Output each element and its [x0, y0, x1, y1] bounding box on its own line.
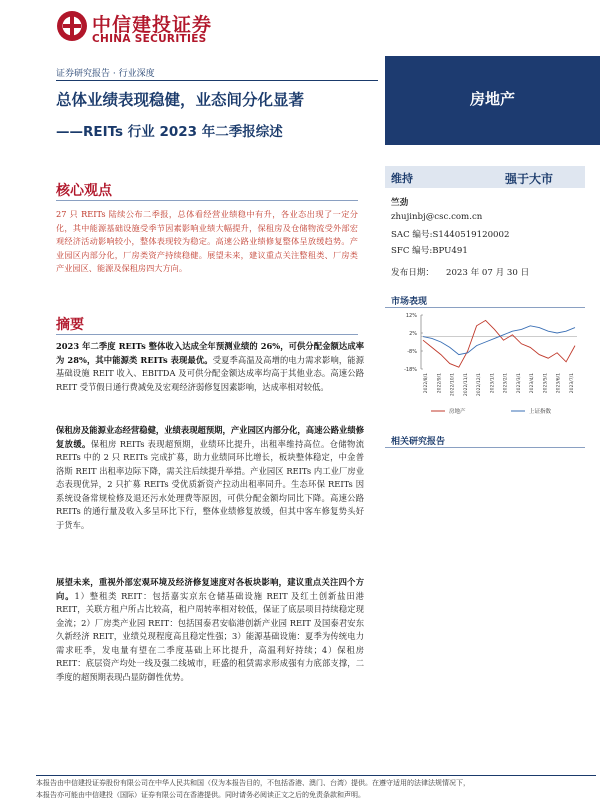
analyst-email: zhujinbj@csc.com.cn	[391, 212, 483, 222]
summary-p3-bold: 展望未来，重视外部宏观环境及经济修复速度对各板块影响，建议重点关注四个方向。	[56, 577, 364, 601]
market-heading: 市场表现	[391, 297, 428, 307]
legend-label-1: 上证指数	[529, 409, 552, 415]
report-subtitle: ——REITs 行业 2023 年二季报综述	[56, 124, 283, 140]
footer-disclaimer-2: 本报告亦可能由中信建投（国际）证券有限公司在香港提供。同时请务必阅读正文之后的免责条款和声明。	[36, 791, 365, 799]
summary-heading: 摘要	[56, 317, 84, 333]
series-line-0	[423, 320, 575, 367]
summary-paragraph-1	[56, 340, 364, 394]
x-tick-label: 2023/4/1	[530, 373, 536, 394]
report-type: 证券研究报告 · 行业深度	[56, 69, 155, 79]
rating-value: 强于大市	[505, 172, 554, 186]
x-tick-label: 2022/10/1	[450, 373, 456, 397]
x-tick-label: 2023/3/1	[516, 373, 522, 394]
report-title: 总体业绩表现稳健，业态间分化显著	[56, 91, 305, 109]
summary-p3-rest: 1）整租类 REIT：包括嘉实京东仓储基础设施 REIT 及红土创新盐田港 REIT，关联方租户所占比较高，租户周转率相对较低，保证了底层项目持续稳定现金流；2）厂房类产业园 REIT：包括国泰君安临港创新产业园 REIT 及国泰君安东久新经济 REIT，业绩兑现程度高且稳定性强；3）能源基础设施：夏季为传统电力需求旺季，发电量有望在二季度基础上环比提升，高温利好持续；4）保租房 REIT：底层资产均处一线及强二线城市，旺盛的租赁需求形成强有力底部支撑，二季度的超预期表现凸显防御性优势。	[56, 590, 364, 682]
core-divider	[56, 200, 358, 201]
x-tick-label: 2022/12/1	[477, 373, 483, 397]
market-chart	[391, 307, 585, 425]
summary-paragraph-2	[56, 424, 364, 532]
legend-label-0: 房地产	[449, 409, 466, 415]
series-line-1	[423, 326, 575, 355]
sector-label: 房地产	[469, 90, 515, 108]
x-tick-label: 2022/11/1	[463, 373, 469, 397]
analyst-name: 竺劲	[391, 198, 409, 208]
y-tick-label: -18%	[404, 367, 417, 373]
rating-box	[385, 166, 585, 188]
x-tick-label: 2022/9/1	[437, 373, 443, 394]
x-tick-label: 2023/2/1	[503, 373, 509, 394]
core-text: 27 只 REITs 陆续公布二季报，总体看经营业绩稳中有升，各业态出现了一定分化，其中能源基础设施受季节因素影响业绩大幅提升，保租房及仓储物流受外部宏观经济活动影响较小，整体表现较为稳定。高速公路业绩修复整体呈放缓趋势。产业园区内部分化，厂房类资产持续稳健。展望未来，建议重点关注整租类、厂房类产业园区、能源及保租房四大方向。	[56, 209, 358, 273]
analyst-sfc: SFC 编号:BPU491	[391, 246, 468, 256]
summary-divider	[56, 334, 358, 335]
y-tick-label: 2%	[409, 331, 417, 337]
rating-action: 维持	[391, 172, 413, 185]
analyst-sac: SAC 编号:S1440519120002	[391, 230, 510, 240]
x-tick-label: 2023/5/1	[543, 373, 549, 394]
x-tick-label: 2022/8/1	[424, 373, 429, 394]
company-name-en: CHINA SECURITIES	[92, 33, 207, 45]
summary-p2-rest: 保租房 REITs 表现超预期，业绩环比提升，出租率维持高位。仓储物流 REITs 中的 2 只 REITs 完成扩募，助力业绩同环比增长，板块整体稳定，中金普洛斯 REIT 出租率边际下降，需关注后续提升举措。产业园区 REITs 内工业厂房业态表现优异，2 只扩募 REITs 受优质新资产拉动出租率同升。生态环保 REITs 因系统设备常规检修及退还污水处理费等原因，可供分配金额均同比下降。高速公路 REITs 的通行量及收入多呈环比下行，整体业绩修复放缓，但其中客车修复势头好于货车。	[56, 438, 364, 530]
summary-p1-rest: 受夏季高温及高增的电力需求影响，能源基础设施 REIT 收入、EBITDA 及可供分配金额达成率均高于其他业态。高速公路 REIT 受节假日通行费减免及宏观经济弱修复因素影响，达成率相对较低。	[56, 354, 364, 392]
summary-p2-bold: 保租房及能源业态经营稳健，业绩表现超预期，产业园区内部分化，高速公路业绩修复放缓。	[56, 425, 364, 449]
footer-divider	[36, 775, 596, 776]
publish-date-label: 发布日期：	[391, 268, 434, 278]
header-divider	[56, 80, 378, 81]
summary-p1-bold: 2023 年二季度 REITs 整体收入达成全年预测业绩的 26%，可供分配金额达成率为 28%，其中能源类 REITs 表现最优。	[56, 341, 364, 365]
y-tick-label: -8%	[407, 349, 417, 355]
publish-date-value: 2023 年 07 月 30 日	[445, 268, 530, 278]
footer-disclaimer-1: 本报告由中信建投证券股份有限公司在中华人民共和国（仅为本报告目的，不包括香港、澳门、台湾）提供。在遵守适用的法律法规情况下，	[36, 779, 470, 787]
core-heading: 核心观点	[56, 183, 112, 199]
y-tick-label: 12%	[405, 313, 417, 319]
company-logo-icon	[56, 10, 88, 42]
publish-date	[391, 266, 529, 278]
x-tick-label: 2023/7/1	[570, 373, 575, 394]
related-heading: 相关研究报告	[391, 437, 446, 447]
summary-paragraph-3	[56, 576, 364, 684]
company-name-cn: 中信建投证券	[92, 14, 213, 36]
related-divider	[385, 447, 585, 448]
x-tick-label: 2023/1/1	[490, 373, 496, 394]
x-tick-label: 2023/6/1	[556, 373, 562, 394]
